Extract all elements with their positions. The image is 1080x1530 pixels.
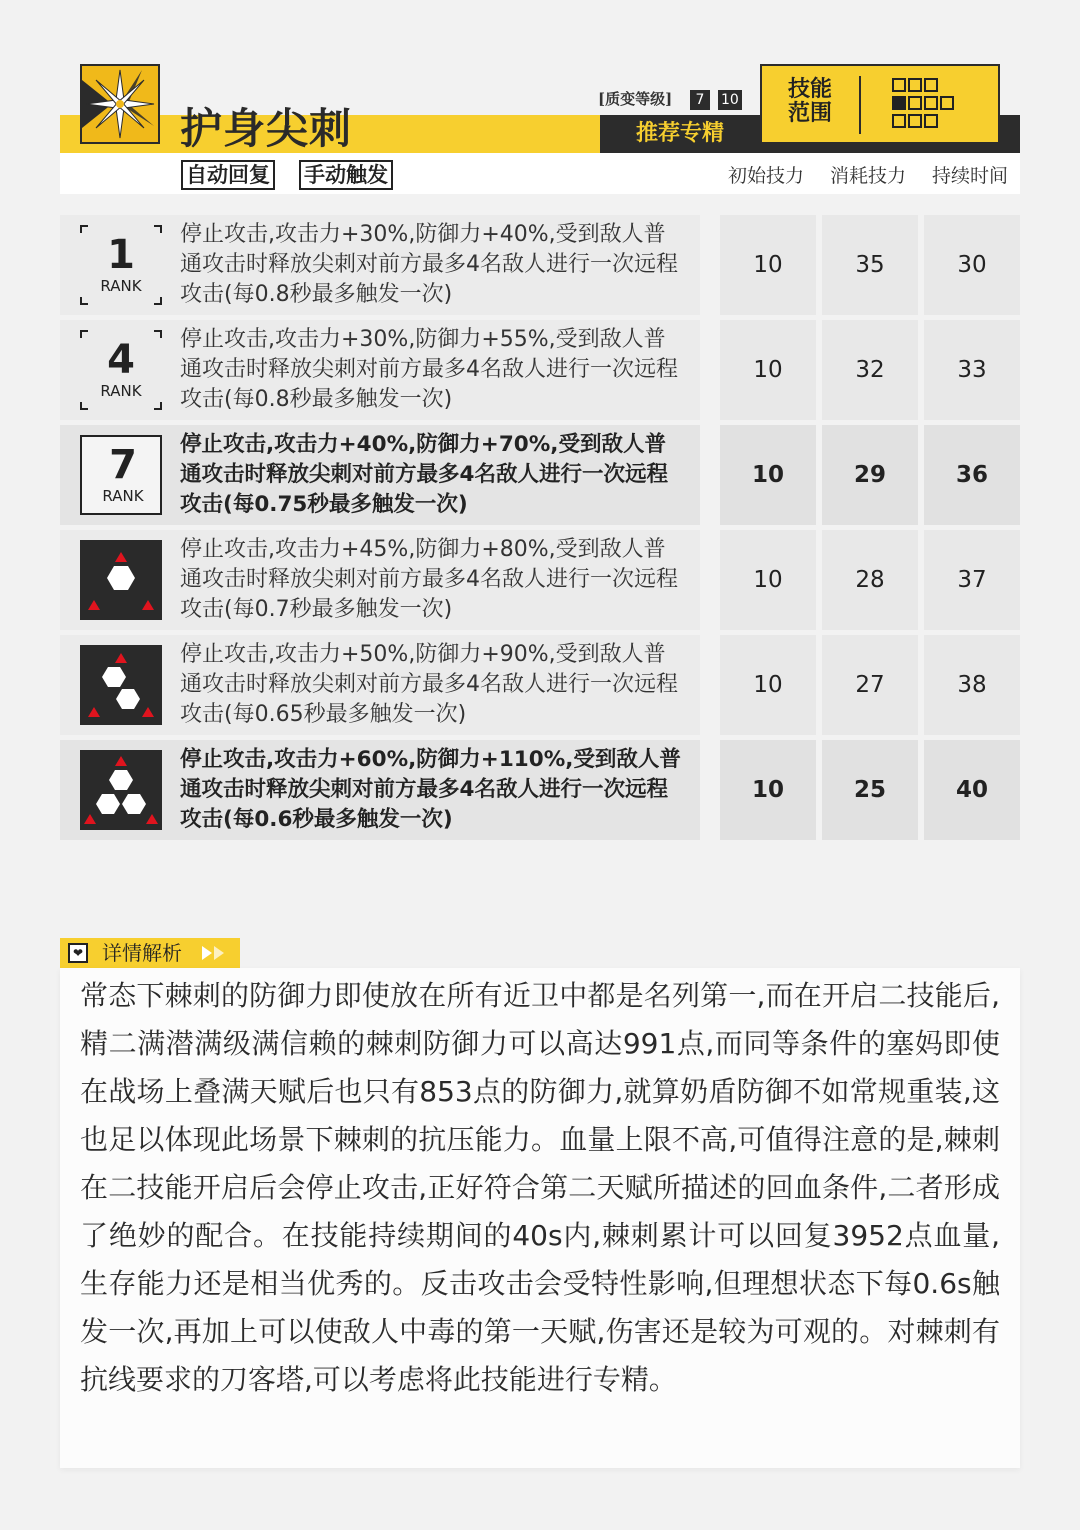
range-cell [940, 96, 954, 110]
rank-corner [154, 402, 162, 410]
range-cell [908, 114, 922, 128]
col-head-initial-sp: 初始技力 [727, 165, 804, 187]
range-cell [924, 96, 938, 110]
rank-word: RANK [100, 382, 142, 400]
table-row [60, 320, 1020, 420]
cell-duration: 30 [924, 215, 1020, 315]
range-cell-operator [892, 96, 906, 110]
cell-duration: 38 [924, 635, 1020, 735]
rank-corner [154, 225, 162, 233]
mastery-3-icon [80, 750, 162, 830]
tag-manual-trigger: 手动触发 [299, 160, 393, 190]
row-description: 停止攻击,攻击力+30%,防御力+40%,受到敌人普通攻击时释放尖刺对前方最多4名敌人进行一次远程攻击(每0.8秒最多触发一次) [180, 222, 678, 307]
range-cell [908, 78, 922, 92]
quality-level-10: 10 [718, 90, 742, 110]
range-label-line2: 范围 [787, 101, 832, 126]
row-description: 停止攻击,攻击力+40%,防御力+70%,受到敌人普通攻击时释放尖刺对前方最多4名敌人进行一次远程攻击(每0.75秒最多触发一次) [180, 432, 668, 517]
detail-analysis-box [60, 968, 1020, 1468]
skill-title: 护身尖刺 [180, 104, 353, 153]
spike-star-icon [80, 64, 160, 144]
table-row [60, 215, 1020, 315]
detail-analysis-text: 常态下棘刺的防御力即使放在所有近卫中都是名列第一,而在开启二技能后,精二满潜满级满信赖的棘刺防御力可以高达991点,而同等条件的塞妈即使在战场上叠满天赋后也只有853点的防御力,就算奶盾防御不如常规重装,这也足以体现此场景下棘刺的抗压能力。血量上限不高,可值得注意的是,棘刺在二技能开启后会停止攻击,正好符合第二天赋所描述的回血条件,二者形成了绝妙的配合。在技能持续期间的40s内,棘刺累计可以回复3952点血量,生存能力还是相当优秀的。反击攻击会受特性影响,但理想状态下每0.6s触发一次,再加上可以使敌人中毒的第一天赋,伤害还是较为可观的。对棘刺有抗线要求的刀客塔,可以考虑将此技能进行专精。 [80, 979, 1000, 1396]
cell-sp-cost: 28 [822, 530, 918, 630]
cell-initial-sp: 10 [720, 530, 816, 630]
heart-icon: ❤ [68, 943, 88, 963]
row-description: 停止攻击,攻击力+30%,防御力+55%,受到敌人普通攻击时释放尖刺对前方最多4名敌人进行一次远程攻击(每0.8秒最多触发一次) [180, 327, 678, 412]
mastery-1-icon [80, 540, 162, 620]
range-cell [908, 96, 922, 110]
quality-level-text: 质变等级 [605, 90, 666, 108]
range-cell [924, 78, 938, 92]
range-label-line1: 技能 [787, 77, 832, 102]
cell-duration: 36 [924, 425, 1020, 525]
cell-initial-sp: 10 [720, 740, 816, 840]
rank-corner [154, 330, 162, 338]
cell-sp-cost: 25 [822, 740, 918, 840]
cell-initial-sp: 10 [720, 635, 816, 735]
rank-word: RANK [100, 277, 142, 295]
recommend-mastery-label: 推荐专精 [635, 121, 724, 146]
range-divider [859, 76, 861, 134]
range-cell [892, 114, 906, 128]
rank-corner [80, 330, 88, 338]
play-arrow-icon [200, 944, 230, 962]
rank-corner [154, 297, 162, 305]
rank-badge [80, 225, 162, 305]
rank-badge [80, 435, 162, 515]
quality-level-label: [质变等级] [598, 90, 673, 108]
cell-sp-cost: 32 [822, 320, 918, 420]
mastery-2-icon [80, 645, 162, 725]
col-head-duration: 持续时间 [931, 165, 1008, 187]
rank-number: 4 [107, 337, 135, 383]
row-description: 停止攻击,攻击力+50%,防御力+90%,受到敌人普通攻击时释放尖刺对前方最多4名敌人进行一次远程攻击(每0.65秒最多触发一次) [180, 642, 678, 727]
cell-sp-cost: 35 [822, 215, 918, 315]
cell-sp-cost: 29 [822, 425, 918, 525]
cell-initial-sp: 10 [720, 215, 816, 315]
row-description: 停止攻击,攻击力+60%,防御力+110%,受到敌人普通攻击时释放尖刺对前方最多4名敌人进行一次远程攻击(每0.6秒最多触发一次) [180, 747, 681, 832]
table-row [60, 635, 1020, 735]
table-row [60, 425, 1020, 525]
table-row [60, 530, 1020, 630]
row-description: 停止攻击,攻击力+45%,防御力+80%,受到敌人普通攻击时释放尖刺对前方最多4名敌人进行一次远程攻击(每0.7秒最多触发一次) [180, 537, 678, 622]
detail-analysis-label: 详情解析 [102, 941, 182, 965]
skill-range-label [782, 78, 838, 126]
rank-corner [80, 297, 88, 305]
skill-header [60, 64, 1020, 194]
tag-auto-recovery: 自动回复 [181, 160, 275, 190]
quality-level-7: 7 [690, 90, 710, 110]
cell-duration: 33 [924, 320, 1020, 420]
cell-sp-cost: 27 [822, 635, 918, 735]
rank-corner [80, 225, 88, 233]
detail-analysis-tab [60, 938, 240, 968]
skill-range-box [760, 64, 1000, 144]
cell-duration: 37 [924, 530, 1020, 630]
cell-initial-sp: 10 [720, 425, 816, 525]
cell-duration: 40 [924, 740, 1020, 840]
range-cell [924, 114, 938, 128]
rank-word: RANK [102, 487, 144, 505]
table-row [60, 740, 1020, 840]
col-head-sp-cost: 消耗技力 [829, 165, 906, 187]
cell-initial-sp: 10 [720, 320, 816, 420]
range-cell [892, 78, 906, 92]
rank-number: 7 [109, 442, 137, 488]
rank-corner [80, 402, 88, 410]
rank-number: 1 [107, 232, 135, 278]
rank-badge [80, 330, 162, 410]
